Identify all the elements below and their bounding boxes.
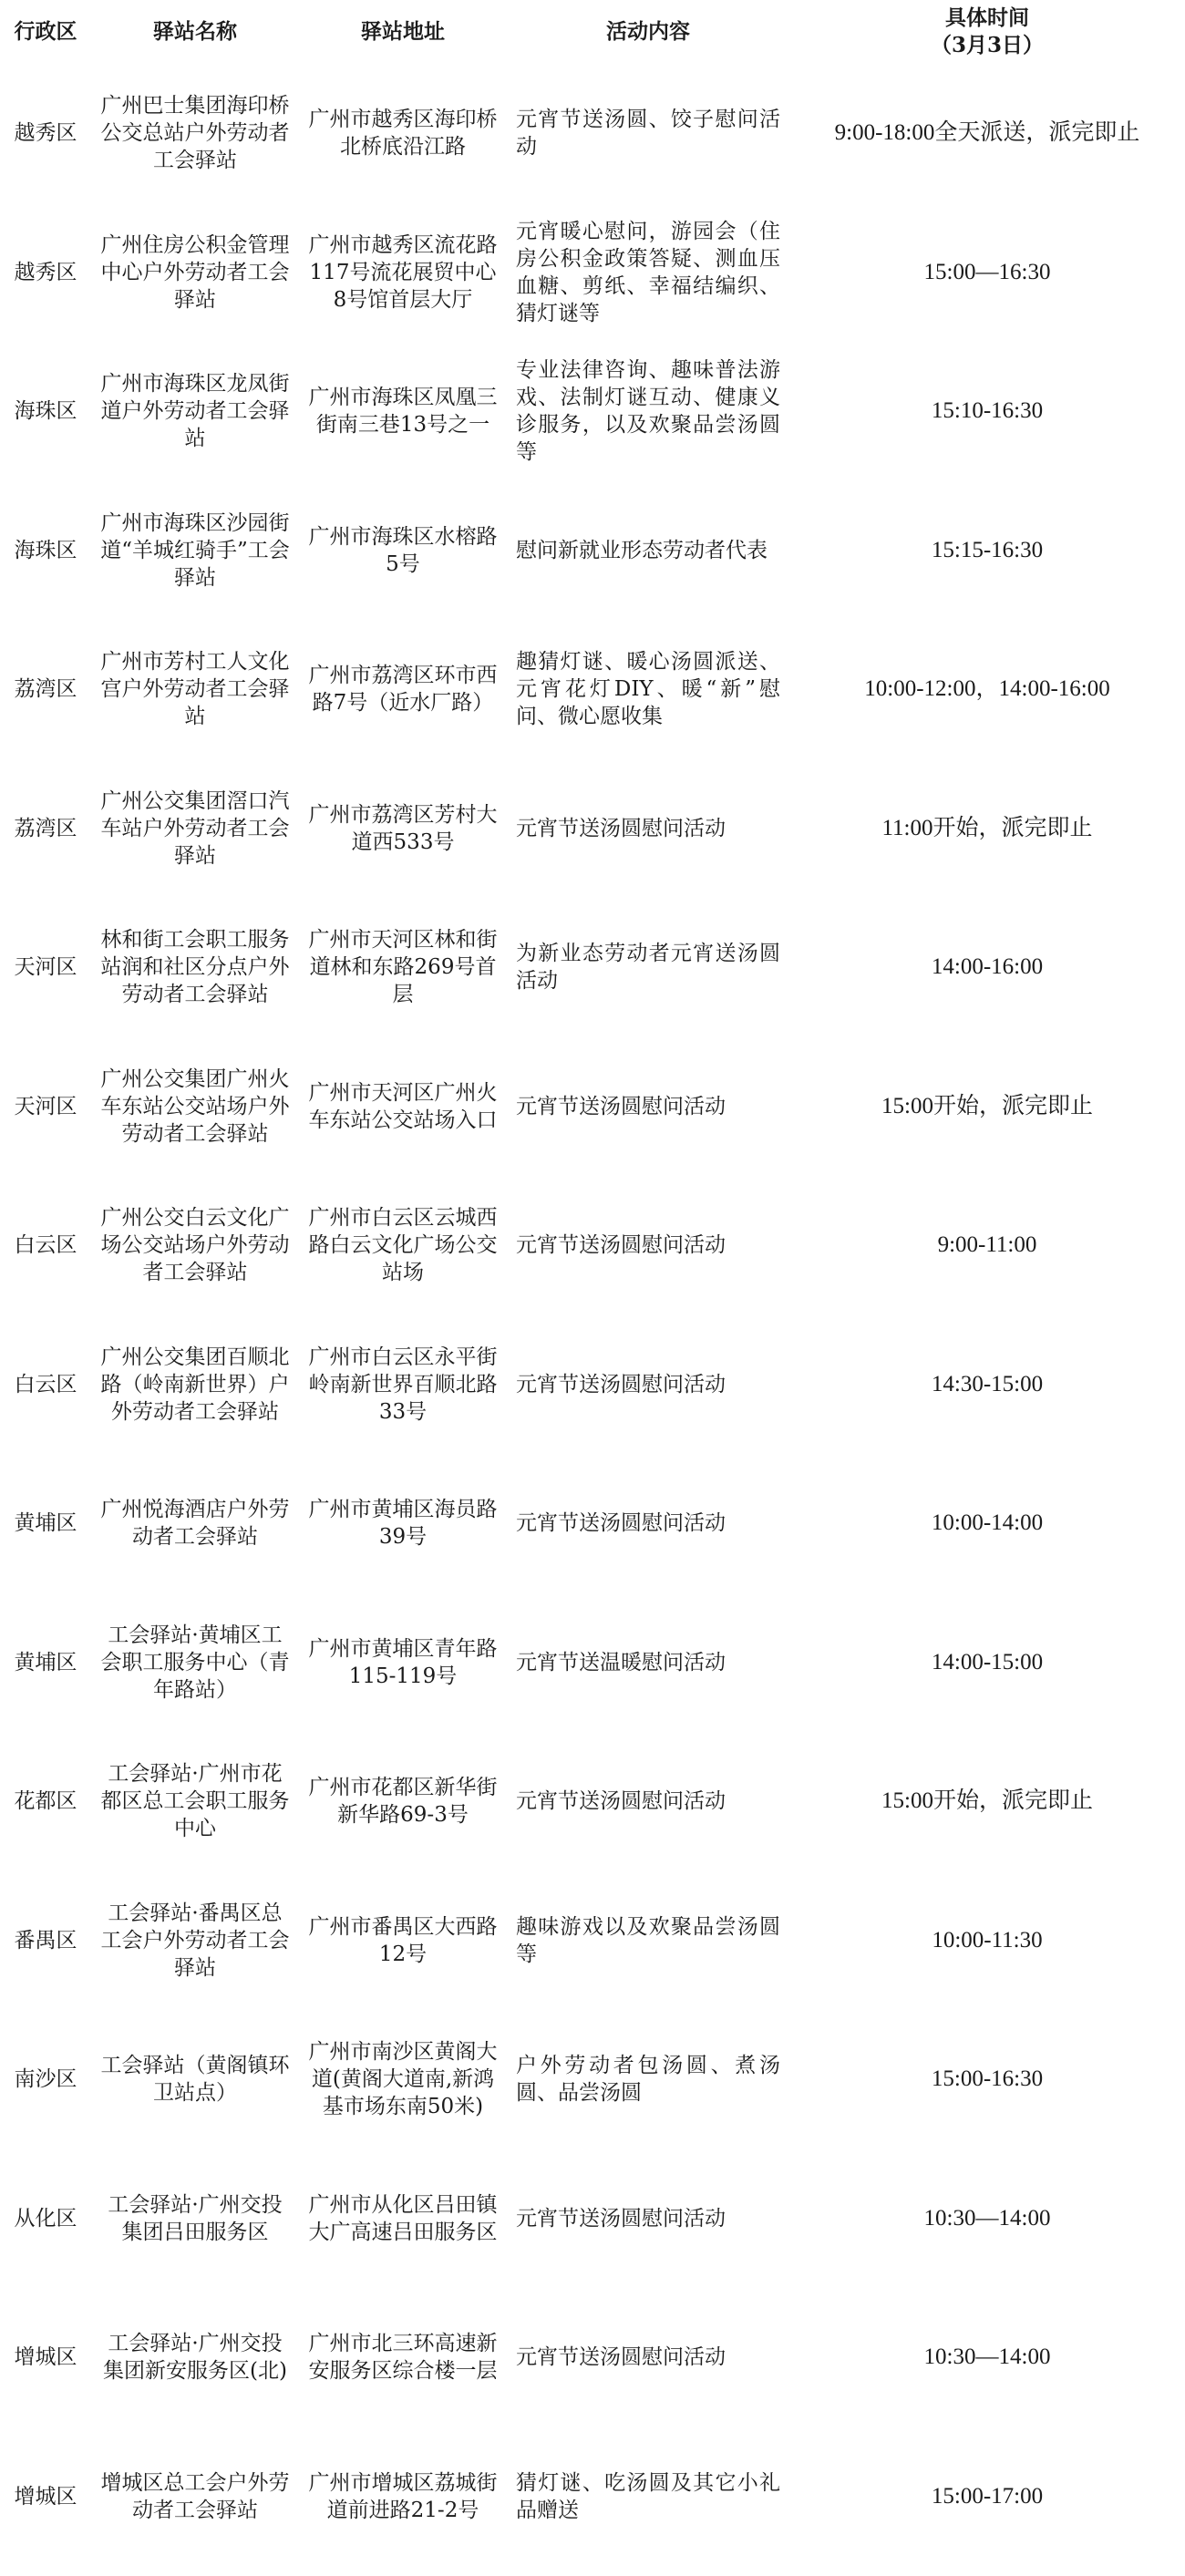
station-address-cell: 广州市增城区荔城街道前进路21-2号	[308, 2470, 498, 2522]
time-cell: 9:00-18:00全天派送，派完即止	[834, 120, 1140, 146]
table-row	[0, 1315, 1185, 1455]
station-address-cell: 广州市荔湾区芳村大道西533号	[308, 802, 498, 854]
district-cell: 白云区	[14, 1233, 77, 1258]
time-cell: 10:00-11:30	[932, 1927, 1043, 1953]
activity-cell: 元宵节送汤圆慰问活动	[516, 1233, 726, 1258]
activity-cell: 元宵节送汤圆慰问活动	[516, 2206, 726, 2231]
activity-cell: 趣味游戏以及欢聚品尝汤圆等	[516, 1914, 780, 1966]
time-cell: 10:00-12:00，14:00-16:00	[864, 676, 1110, 702]
station-name-cell: 广州公交白云文化广场公交站场户外劳动者工会驿站	[100, 1206, 290, 1285]
time-cell: 10:30—14:00	[923, 2344, 1051, 2370]
station-name-cell: 广州住房公积金管理中心户外劳动者工会驿站	[100, 232, 290, 312]
district-cell: 从化区	[14, 2206, 77, 2231]
header-district: 行政区	[14, 19, 77, 44]
district-cell: 番禺区	[14, 1928, 77, 1953]
table-row	[0, 203, 1185, 343]
district-cell: 增城区	[14, 2345, 77, 2370]
district-cell: 花都区	[14, 1789, 77, 1814]
table-row	[0, 2010, 1185, 2149]
station-address-cell: 广州市白云区永平街岭南新世界百顺北路33号	[308, 1345, 498, 1424]
district-cell: 黄埔区	[14, 1511, 77, 1536]
table-row	[0, 64, 1185, 203]
station-address-cell: 广州市北三环高速新安服务区综合楼一层	[308, 2332, 498, 2384]
activity-cell: 专业法律咨询、趣味普法游戏、法制灯谜互动、健康义诊服务，以及欢聚品尝汤圆等	[516, 358, 780, 465]
activity-cell: 户外劳动者包汤圆、煮汤圆、品尝汤圆	[516, 2054, 780, 2106]
activity-cell: 元宵节送汤圆慰问活动	[516, 1789, 726, 1814]
time-cell: 15:00开始，派完即止	[881, 1788, 1093, 1814]
station-name-cell: 工会驿站·广州交投集团新安服务区(北)	[103, 2332, 287, 2384]
activity-cell: 元宵节送汤圆慰问活动	[516, 1511, 726, 1536]
station-name-cell: 工会驿站·广州市花都区总工会职工服务中心	[100, 1762, 290, 1841]
table-row	[0, 1037, 1185, 1177]
time-cell: 14:00-16:00	[931, 954, 1044, 980]
table-row	[0, 481, 1185, 621]
district-cell: 荔湾区	[14, 816, 77, 840]
header-time-line1: 具体时间	[945, 5, 1029, 30]
activity-cell: 元宵节送温暖慰问活动	[516, 1650, 726, 1674]
table-row	[0, 1732, 1185, 1871]
station-address-cell: 广州市天河区林和街道林和东路269号首层	[308, 928, 498, 1007]
district-cell: 越秀区	[14, 260, 77, 284]
activity-cell: 元宵节送汤圆慰问活动	[516, 1094, 726, 1118]
table-row	[0, 898, 1185, 1037]
station-name-cell: 广州巴士集团海印桥公交总站户外劳动者工会驿站	[100, 94, 290, 173]
station-name-cell: 工会驿站·番禺区总工会户外劳动者工会驿站	[100, 1901, 290, 1980]
station-address-cell: 广州市荔湾区环市西路7号（近水厂路）	[308, 664, 498, 716]
header-activity: 活动内容	[606, 19, 690, 44]
header-time	[789, 0, 1185, 64]
table-row	[0, 2149, 1185, 2289]
station-name-cell: 广州市海珠区沙园街道“羊城红骑手”工会驿站	[100, 510, 290, 590]
station-address-cell: 广州市南沙区黄阁大道(黄阁大道南,新鸿基市场东南50米)	[308, 2040, 498, 2119]
station-address-cell: 广州市白云区云城西路白云文化广场公交站场	[308, 1206, 498, 1285]
district-cell: 南沙区	[14, 2067, 77, 2092]
time-cell: 15:00开始，派完即止	[881, 1093, 1093, 1118]
activity-cell: 元宵节送汤圆、饺子慰问活动	[516, 108, 780, 160]
district-cell: 白云区	[14, 1372, 77, 1396]
station-name-cell: 增城区总工会户外劳动者工会驿站	[100, 2470, 290, 2522]
time-cell: 14:00-15:00	[931, 1649, 1044, 1674]
table-row	[0, 2288, 1185, 2427]
table-row	[0, 1593, 1185, 1733]
station-address-cell: 广州市越秀区海印桥北桥底沿江路	[308, 108, 498, 160]
station-name-cell: 广州悦海酒店户外劳动者工会驿站	[100, 1498, 290, 1550]
time-cell: 15:00—16:30	[923, 259, 1051, 284]
table-row	[0, 1871, 1185, 2011]
header-station-address: 驿站地址	[361, 19, 445, 44]
station-name-cell: 广州公交集团滘口汽车站户外劳动者工会驿站	[100, 788, 290, 868]
table-row	[0, 1454, 1185, 1593]
district-cell: 增城区	[14, 2484, 77, 2509]
activity-cell: 趣猜灯谜、暖心汤圆派送、元宵花灯DIY、暖“新”慰问、微心愿收集	[516, 650, 780, 729]
station-address-cell: 广州市越秀区流花路117号流花展贸中心8号馆首层大厅	[308, 232, 498, 312]
station-name-cell: 广州市芳村工人文化宫户外劳动者工会驿站	[100, 650, 290, 729]
station-name-cell: 工会驿站（黄阁镇环卫站点）	[100, 2054, 290, 2106]
district-cell: 越秀区	[14, 121, 77, 146]
time-cell: 15:00-16:30	[931, 2066, 1044, 2092]
station-address-cell: 广州市天河区广州火车东站公交站场入口	[308, 1080, 498, 1132]
district-cell: 天河区	[14, 1094, 77, 1118]
station-name-cell: 广州公交集团广州火车东站公交站场户外劳动者工会驿站	[100, 1066, 290, 1146]
station-address-cell: 广州市海珠区凤凰三街南三巷13号之一	[308, 386, 498, 438]
district-cell: 海珠区	[14, 399, 77, 424]
table-row	[0, 620, 1185, 759]
time-cell: 9:00-11:00	[937, 1232, 1037, 1258]
time-cell: 15:10-16:30	[931, 398, 1044, 424]
activity-cell: 元宵节送汤圆慰问活动	[516, 2345, 726, 2370]
activity-cell: 元宵暖心慰问，游园会（住房公积金政策答疑、测血压血糖、剪纸、幸福结编织、猜灯谜等	[516, 219, 780, 325]
station-name-cell: 林和街工会职工服务站润和社区分点户外劳动者工会驿站	[100, 928, 290, 1007]
station-address-cell: 广州市从化区吕田镇大广高速吕田服务区	[308, 2192, 498, 2244]
table-row	[0, 2427, 1185, 2567]
station-name-cell: 工会驿站·广州交投集团吕田服务区	[108, 2192, 283, 2244]
station-address-cell: 广州市海珠区水榕路5号	[308, 524, 498, 576]
table-row	[0, 1176, 1185, 1315]
district-cell: 海珠区	[14, 538, 77, 562]
district-cell: 荔湾区	[14, 677, 77, 702]
station-name-cell: 广州公交集团百顺北路（岭南新世界）户外劳动者工会驿站	[100, 1345, 290, 1424]
time-cell: 10:30—14:00	[923, 2205, 1051, 2231]
table-row	[0, 342, 1185, 481]
table-row	[0, 759, 1185, 899]
header-time-line2: （3月3日）	[930, 33, 1044, 57]
time-cell: 14:30-15:00	[931, 1371, 1044, 1396]
station-address-cell: 广州市花都区新华街新华路69-3号	[308, 1776, 498, 1828]
time-cell: 11:00开始，派完即止	[881, 815, 1093, 840]
station-address-cell: 广州市黄埔区海员路39号	[308, 1498, 498, 1550]
district-cell: 天河区	[14, 955, 77, 980]
station-name-cell: 广州市海珠区龙凤街道户外劳动者工会驿站	[100, 372, 290, 451]
table-header-row	[0, 0, 1185, 64]
district-cell: 黄埔区	[14, 1650, 77, 1674]
time-cell: 15:15-16:30	[931, 537, 1044, 562]
time-cell: 15:00-17:00	[931, 2483, 1044, 2509]
activity-cell: 元宵节送汤圆慰问活动	[516, 816, 726, 840]
activity-cell: 慰问新就业形态劳动者代表	[516, 538, 768, 562]
header-station-name: 驿站名称	[153, 19, 237, 44]
activity-cell: 猜灯谜、吃汤圆及其它小礼品赠送	[516, 2470, 780, 2522]
station-name-cell: 工会驿站·黄埔区工会职工服务中心（青年路站）	[100, 1623, 290, 1702]
activity-cell: 为新业态劳动者元宵送汤圆活动	[516, 942, 780, 994]
station-address-cell: 广州市番禺区大西路12号	[308, 1914, 498, 1966]
station-address-cell: 广州市黄埔区青年路115-119号	[308, 1636, 498, 1688]
time-cell: 10:00-14:00	[931, 1510, 1044, 1536]
activity-cell: 元宵节送汤圆慰问活动	[516, 1372, 726, 1396]
